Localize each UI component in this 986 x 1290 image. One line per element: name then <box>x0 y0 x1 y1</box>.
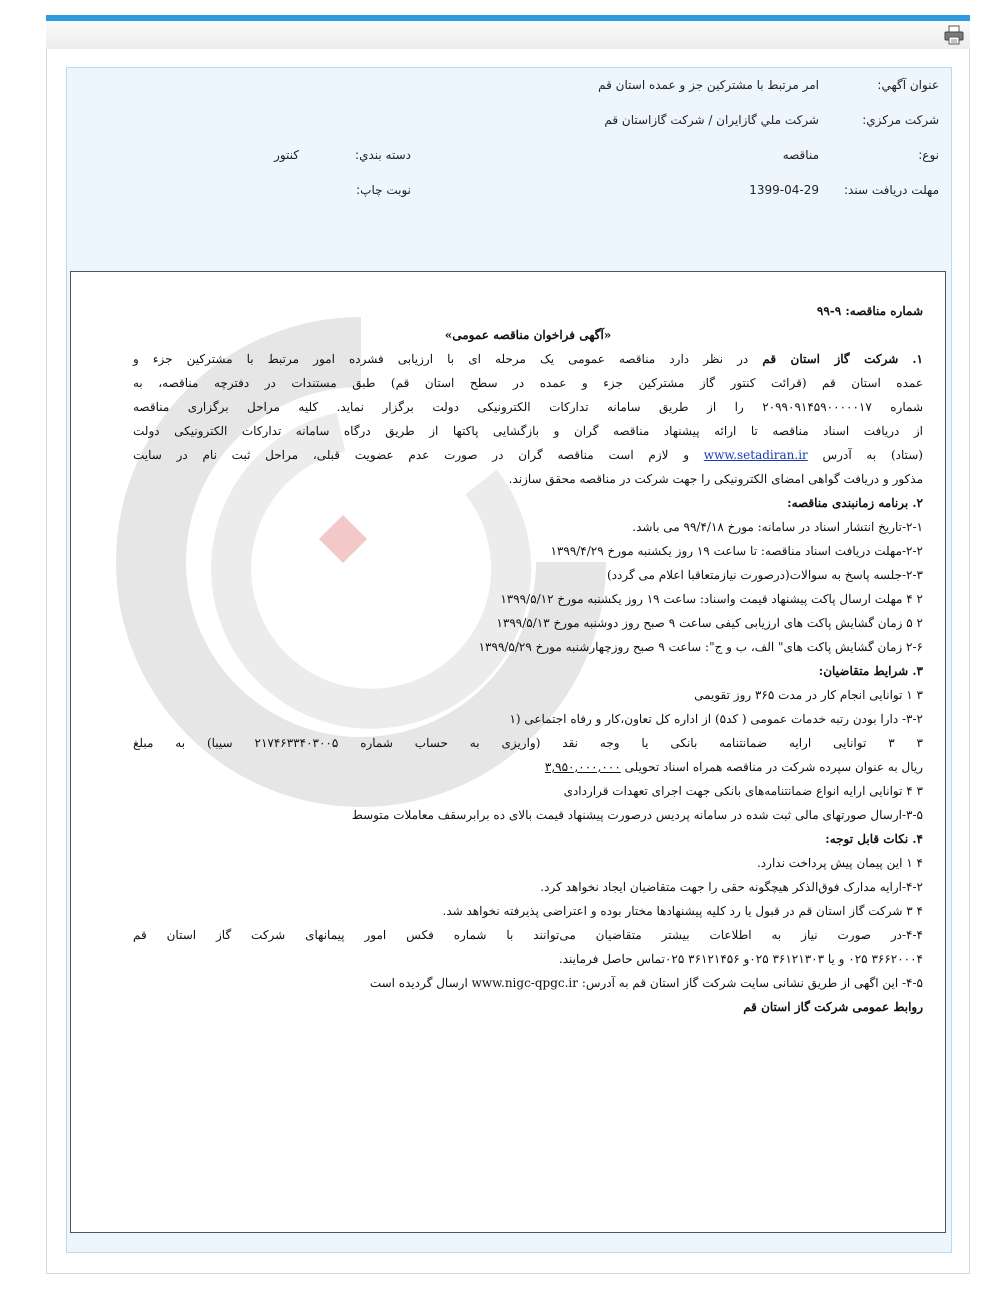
intro-line-5-after: و لازم است مناقصه گران در صورت عدم عضویت قبلی، مراحل ثبت نام در سایت <box>133 448 690 462</box>
section3-item: ۳ ۴ توانایی ارایه انواع ضمانتنامه‌های بانکی جهت اجرای تعهدات قراردادی <box>563 784 923 798</box>
type-label: نوع: <box>918 148 939 162</box>
nigc-site: www.nigc-qpgc.ir <box>471 976 578 990</box>
section4-last-after: ارسال گردیده است <box>369 976 468 990</box>
section4-title: ۴. نکات قابل توجه: <box>825 832 923 846</box>
section4-item: ۴-۴-در صورت نیاز به اطلاعات بیشتر متقاضیان می‌توانند با شماره فکس امور پیمانهای شرکت گاز استان قم <box>133 928 923 942</box>
section3-title: ۳. شرایط متقاضیان: <box>818 664 923 678</box>
intro-line-2: عمده استان قم (قرائت کنتور گاز مشترکین جزء و عمده در سطح استان قم) طبق مستندات در دفترچه مناقصه، به <box>133 376 923 390</box>
document-heading: «آگهی فراخوان مناقصه عمومی» <box>444 328 612 342</box>
toolbar <box>46 21 970 50</box>
title-value: امر مرتبط با مشترکین جز و عمده استان قم <box>598 78 819 92</box>
intro-line-3: شماره ۲۰۹۹۰۹۱۴۵۹۰۰۰۰۰۱۷ را از طریق سامانه تدارکات الکترونیکی دولت برگزار نماید. کلیه مراحل برگزاری مناقصه <box>133 400 923 414</box>
intro-line-5-before: (ستاد) به آدرس <box>822 448 923 462</box>
section4-item: ۴ ۳ شرکت گاز استان قم در قبول یا رد کلیه پیشنهادها مختار بوده و اعتراضی پذیرفته نخواهد شد. <box>442 904 923 918</box>
section2-item: ۲ ۵ زمان گشایش پاکت های ارزیابی کیفی ساعت ۹ صبح روز دوشنبه مورخ ۱۳۹۹/۵/۱۳ <box>496 616 923 630</box>
deposit-amount: ۳,۹۵۰,۰۰۰,۰۰۰ <box>544 760 621 774</box>
section4-item: ۴-۲-ارایه مدارک فوق‌الذکر هیچگونه حقی را جهت متقاضیان ایجاد نخواهد کرد. <box>540 880 923 894</box>
intro-number: ۱. <box>912 352 923 366</box>
section3-amount-line <box>545 758 923 776</box>
company-name: شرکت گاز استان قم <box>762 352 899 366</box>
intro-line-1 <box>133 350 923 368</box>
intro-line-1-text: در نظر دارد مناقصه عمومی یک مرحله ای با ارزیابی فشرده امور مرتبط با مشترکین جزء و <box>133 352 749 366</box>
section2-item: ۲-۱-تاریخ انتشار اسناد در سامانه: مورخ ۹۹/۴/۱۸ می باشد. <box>632 520 923 534</box>
content-frame <box>46 49 970 1274</box>
title-label: عنوان آگهي: <box>877 78 939 92</box>
deadline-label: مهلت دريافت سند: <box>843 183 939 197</box>
category-value: کنتور <box>274 148 299 162</box>
type-value: مناقصه <box>782 148 819 162</box>
intro-line-6: مذکور و دریافت گواهی امضای الکترونیکی را جهت شرکت در مناقصه محقق سازند. <box>508 472 923 486</box>
print-turn-label: نوبت چاپ: <box>356 183 411 197</box>
intro-line-4: از دریافت اسناد مناقصه تا ارائه پیشنهاد مناقصه گران و بازگشایی پاکتها از طریق درگاه سامانه تدارکات الکترونیکی دولت <box>133 424 923 438</box>
section3-item: ۳ ۳ توانایی ارایه ضمانتنامه بانکی یا وجه نقد (واریزی به حساب شماره ۲۱۷۴۶۳۳۴۰۳۰۰۵ سیبا) به مبلغ <box>133 736 923 750</box>
tender-number: شماره مناقصه: ۹-۹۹ <box>816 304 923 318</box>
tender-panel <box>66 67 952 1253</box>
printer-icon <box>944 25 964 45</box>
org-value: شرکت ملي گازايران / شرکت گازاستان قم <box>604 113 819 127</box>
section4-item: ۳۶۶۲۰۰۰۴ ۰۲۵ و یا ۳۶۱۲۱۳۰۳ ۰۲۵و ۳۶۱۲۱۴۵۶ ۰۲۵تماس حاصل فرمایند. <box>558 952 923 966</box>
section2-title: ۲. برنامه زمانبندی مناقصه: <box>787 496 923 510</box>
section3-item: ۳-۲- دارا بودن رتبه خدمات عمومی ( کد۵) از اداره کل تعاون،کار و رفاه اجتماعی (۱ <box>509 712 923 726</box>
print-button[interactable] <box>944 25 964 45</box>
section2-item: ۲-۳-جلسه پاسخ به سوالات(درصورت نیازمتعاقبا اعلام می گردد) <box>607 568 923 582</box>
section4-item: ۴ ۱ این پیمان پیش پرداخت ندارد. <box>756 856 923 870</box>
org-label: شرکت مرکزي: <box>862 113 939 127</box>
section2-item: ۲-۶ زمان گشایش پاکت های" الف، ب و ج": ساعت ۹ صبح روزچهارشنبه مورخ ۱۳۹۹/۵/۲۹ <box>478 640 923 654</box>
section2-item: ۲-۲-مهلت دریافت اسناد مناقصه: تا ساعت ۱۹ روز یکشنبه مورخ ۱۳۹۹/۴/۲۹ <box>550 544 923 558</box>
section4-last-before: ۴-۵- این اگهی از طریق نشانی سایت شرکت گاز استان قم به آدرس: <box>581 976 923 990</box>
signature: روابط عمومی شرکت گاز استان قم <box>743 1000 923 1014</box>
intro-line-5 <box>133 446 923 464</box>
section4-last-item <box>370 974 923 992</box>
setadiran-link[interactable]: www.setadiran.ir <box>703 448 808 462</box>
deadline-value: 1399-04-29 <box>749 183 819 197</box>
category-label: دسته بندي: <box>355 148 411 162</box>
tender-document <box>70 271 946 1233</box>
section3-item: ۳ ۱ توانایی انجام کار در مدت ۳۶۵ روز تقویمی <box>694 688 923 702</box>
section3-item: ۳-۵-ارسال صورتهای مالی ثبت شده در سامانه پردیس درصورت پیشنهاد قیمت بالای ده برابرسقف معاملات متوسط <box>351 808 923 822</box>
section2-item: ۲ ۴ مهلت ارسال پاکت پیشنهاد قیمت واسناد: ساعت ۱۹ روز یکشنبه مورخ ۱۳۹۹/۵/۱۲ <box>500 592 923 606</box>
section3-amount-after: ریال به عنوان سپرده شرکت در مناقصه همراه اسناد تحویلی <box>624 760 923 774</box>
